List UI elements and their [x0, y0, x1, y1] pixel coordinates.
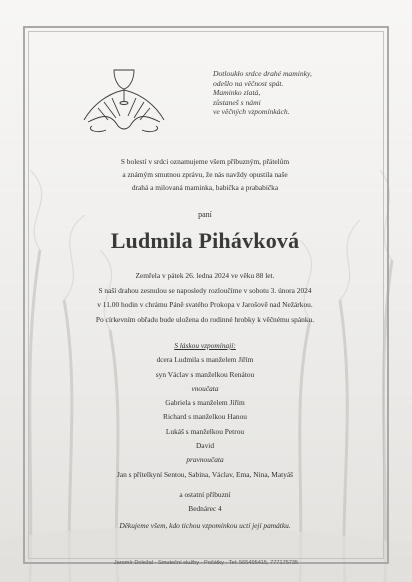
mourners-heading: S láskou vzpomínají:	[174, 341, 236, 350]
poem-line: zůstaneš s námi	[213, 97, 261, 107]
poem-line: ve věčných vzpomínkách.	[213, 107, 290, 117]
chalice-with-cloth-icon	[78, 60, 170, 136]
mourner-entry: Lukáš s manželkou Petrou	[165, 426, 245, 436]
mourner-entry: Richard s manželkou Hanou	[163, 412, 247, 422]
poem-line: Dotloukło srdce drahé maminky,	[213, 69, 312, 78]
great-grandchildren-label: pravnoučata	[186, 455, 224, 465]
mourner-entry: dcera Ludmila s manželem Jiřím	[156, 355, 254, 365]
intro-line: a známým smutnou zprávu, že nás navždy opustila naše	[122, 169, 288, 179]
mourner-entry: Gabriela s manželem Jiřím	[165, 398, 245, 408]
poem-line: Maminko zlatá,	[213, 88, 261, 98]
intro-line: S bolestí v srdci oznamujeme všem příbuzným, přátelům	[120, 157, 290, 166]
mourners-list	[28, 339, 382, 502]
poem	[213, 69, 363, 117]
announcement-intro	[28, 156, 382, 195]
mourner-entry: syn Václav s manželkou Renátou	[155, 369, 255, 379]
intro-line: drahá a milovaná maminka, babička a prababička	[131, 182, 279, 192]
grandchildren-label: vnoučata	[191, 383, 219, 393]
details-line: S naší drahou zesnulou se naposledy rozloučíme v sobotu 3. února 2024	[98, 285, 312, 295]
mourner-entry: a ostatní příbuzní	[179, 489, 231, 499]
mourner-entry: David	[195, 441, 215, 451]
mourner-entry: Jan s přítelkyní Sentou, Sabina, Václav, Ema, Nina, Matyáš	[116, 469, 294, 479]
poem-line: odešlo na věčnost spát.	[213, 78, 284, 88]
funeral-details	[28, 269, 382, 327]
footer-funeral-service: Jaromír Doležal - Smuteční služby - Počátky - Tel: 565495415, 777175735	[113, 560, 299, 566]
honorific: paní	[198, 210, 212, 219]
deceased-name: Ludmila Pihávková	[110, 228, 300, 253]
thanks-note: Děkujeme všem, kdo tichou vzpomínkou uctí její památku.	[119, 521, 291, 530]
mourners-address: Bednárec 4	[188, 504, 222, 513]
details-line: Po církevním obřadu bude uložena do rodinné hrobky k věčnému spánku.	[95, 314, 315, 324]
details-line: Zemřela v pátek 26. ledna 2024 ve věku 88 let.	[135, 271, 275, 280]
details-line: v 11.00 hodin v chrámu Páně svatého Prokopa v Jarošově nad Nežárkou.	[97, 300, 313, 310]
